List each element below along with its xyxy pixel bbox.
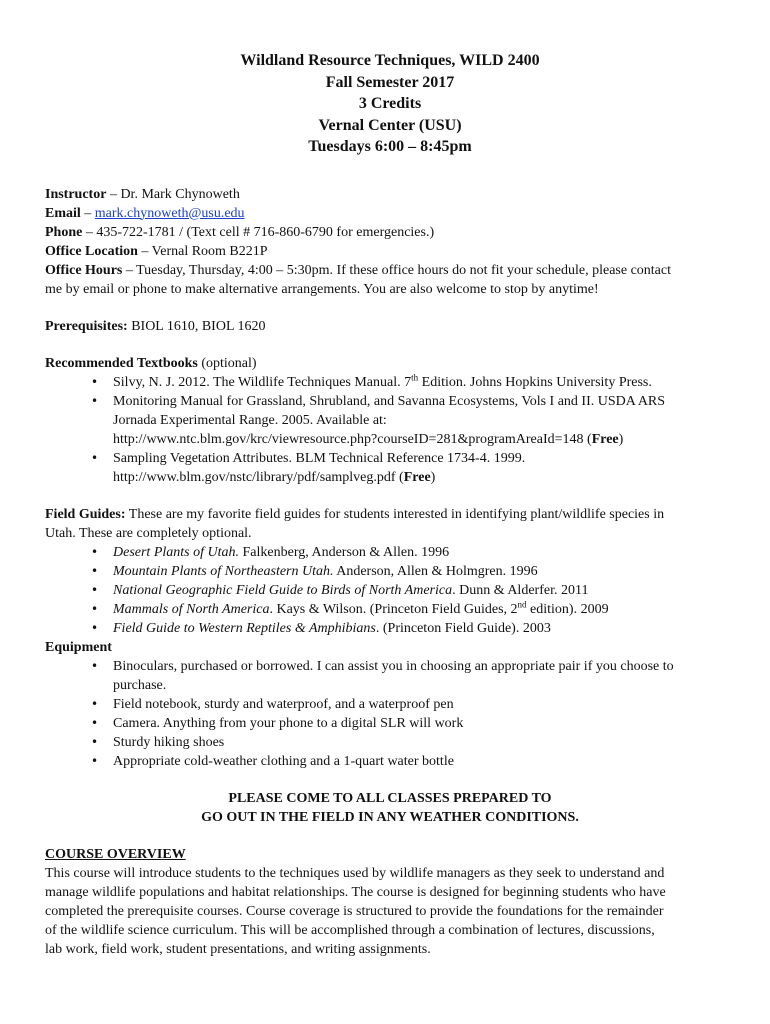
textbooks-heading: Recommended Textbooks (optional) (45, 355, 257, 371)
prerequisites: Prerequisites: BIOL 1610, BIOL 1620 (45, 318, 266, 334)
textbooks-list (45, 373, 735, 487)
email-line: Email – mark.chynoweth@usu.edu (45, 205, 245, 221)
phone-line: Phone – 435-722-1781 / (Text cell # 716-860-6790 for emergencies.) (45, 224, 435, 240)
list-item: • Sturdy hiking shoes (113, 733, 735, 752)
email-link[interactable]: mark.chynoweth@usu.edu (94, 205, 245, 221)
list-item: • Binoculars, purchased or borrowed. I can assist you in choosing an appropriate pair if you choose to purchase. (113, 657, 735, 695)
credits: 3 Credits (358, 95, 422, 112)
office-hours-line: Office Hours – Tuesday, Thursday, 4:00 – 5:30pm. If these office hours do not fit your schedule, please contact (45, 262, 671, 278)
list-item: • Monitoring Manual for Grassland, Shrubland, and Savanna Ecosystems, Vols I and II. USDA ARS Jornada Experimental Range. 2005. Available at: http://www.ntc.blm.gov/krc/viewresource.php?courseID=281&programAreaId=148 (Free) (113, 392, 735, 449)
instructor-line: Instructor – Dr. Mark Chynoweth (45, 186, 240, 202)
list-item: • Desert Plants of Utah. Falkenberg, Anderson & Allen. 1996 (113, 543, 735, 562)
syllabus-page (45, 50, 735, 959)
url-text: http://www.blm.gov/nstc/library/pdf/samplveg.pdf ( (113, 469, 404, 485)
list-item: • Mountain Plants of Northeastern Utah. Anderson, Allen & Holmgren. 1996 (113, 562, 735, 581)
url-text: http://www.ntc.blm.gov/krc/viewresource.php?courseID=281&programAreaId=148 ( (113, 431, 592, 447)
office-hours-line-2: me by email or phone to make alternative arrangements. You are also welcome to stop by anytime! (45, 281, 599, 297)
list-item: • Sampling Vegetation Attributes. BLM Technical Reference 1734-4. 1999. http://www.blm.gov/nstc/library/pdf/samplveg.pdf (Free) (113, 449, 735, 487)
list-item: • National Geographic Field Guide to Birds of North America. Dunn & Alderfer. 2011 (113, 581, 735, 600)
course-title: Wildland Resource Techniques, WILD 2400 (240, 52, 540, 69)
semester: Fall Semester 2017 (325, 73, 455, 91)
field-guides-intro: Field Guides: These are my favorite field guides for students interested in identifying plant/wildlife species in Utah. These are completely optional. (45, 506, 665, 541)
schedule: Tuesdays 6:00 – 8:45pm (308, 138, 472, 155)
list-item: • Field Guide to Western Reptiles & Amphibians. (Princeton Field Guide). 2003 (113, 619, 735, 638)
location: Vernal Center (USU) (318, 116, 462, 134)
contact-block (45, 185, 735, 299)
equipment-heading: Equipment (45, 639, 112, 655)
overview-heading: COURSE OVERVIEW (45, 846, 186, 862)
list-item: • Field notebook, sturdy and waterproof, and a waterproof pen (113, 695, 735, 714)
list-item: • Mammals of North America. Kays & Wilson. (Princeton Field Guides, 2nd edition). 2009 (113, 600, 735, 619)
list-item: • Appropriate cold-weather clothing and a 1-quart water bottle (113, 752, 735, 771)
course-header (45, 50, 735, 158)
office-location-line: Office Location – Vernal Room B221P (45, 243, 268, 259)
list-item: • Camera. Anything from your phone to a digital SLR will work (113, 714, 735, 733)
weather-notice: PLEASE COME TO ALL CLASSES PREPARED TO GO OUT IN THE FIELD IN ANY WEATHER CONDITIONS. (201, 790, 579, 825)
equipment-list (45, 657, 735, 771)
field-guides-list (45, 543, 735, 638)
list-item: • Silvy, N. J. 2012. The Wildlife Techniques Manual. 7th Edition. Johns Hopkins University Press. (113, 373, 735, 392)
course-overview: COURSE OVERVIEW This course will introduce students to the techniques used by wildlife managers as they seek to understand and manage wildlife populations and habitat relationships. The course is designed for beginning students who have completed the prerequisite courses. Course coverage is structured to provide the foundations for the remainder of the wildlife science curriculum. This will be accomplished through a combination of lectures, discussions, lab work, field work, student presentations, and writing assignments. (45, 846, 666, 957)
